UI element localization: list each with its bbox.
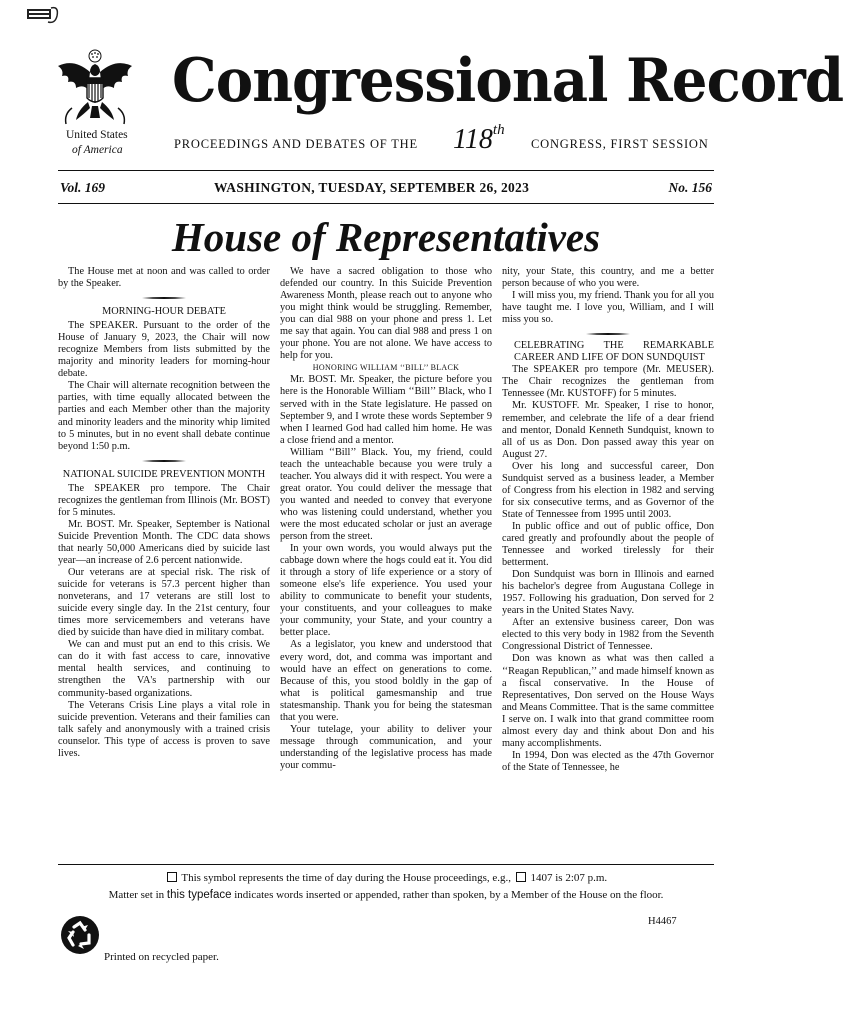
proceedings-label: PROCEEDINGS AND DEBATES OF THE [174,137,418,151]
paragraph: Don was known as what was then called a ‘‘Reagan Republican,’’ and made himself known as a fiscal conservative. In the House of Representatives, Don served on the House Ways and Means Committee. That is the same committee I serve on. I walk into that grand committee room almost every day and think about Don and his many accomplishments. [502,653,714,749]
session-label: CONGRESS, FIRST SESSION [531,137,709,151]
paragraph: Our veterans are at special risk. The risk of suicide for veterans is 57.3 percent higher than nonveterans, and 17 veterans are still lost to suicide every single day. In the 21st century, four times more servicemembers and veterans have died by suicide than have died in military combat. [58,567,270,639]
section-heading: NATIONAL SUICIDE PREVENTION MONTH [62,468,266,480]
paragraph: Mr. KUSTOFF. Mr. Speaker, I rise to honor, remember, and celebrate the life of a dear friend and mentor, Donald Kenneth Sundquist, known to all of us as Don. Don passed away this year on August 27. [502,400,714,460]
recycle-icon [60,915,100,955]
text-column-3 [502,266,714,774]
paragraph: In public office and out of public office, Don cared greatly and profoundly about the people of Tennessee and worked tirelessly for their betterment. [502,520,714,569]
time-symbol-icon [516,872,526,882]
paragraph: I will miss you, my friend. Thank you for all you have taught me. I love you, William, and I will miss you so. [502,290,714,326]
paragraph: The House met at noon and was called to order by the Speaker. [58,266,270,290]
paragraph: As a legislator, you knew and understood that every word, dot, and comma was important and would have an effect on generations to come. Because of this, you stood boldly in the gap of what is political gamesmanship and true statesmanship. Thank you for being the statesman that you were. [280,639,492,723]
eagle-seal-icon [54,48,136,130]
country-label [66,128,146,158]
paragraph: The SPEAKER. Pursuant to the order of the House of January 9, 2023, the Chair will now recognize Members from lists submitted by the majority and minority leaders for morning-hour debate. [58,320,270,380]
paragraph: William ‘‘Bill’’ Black. You, my friend, could teach the unteachable because you were truly a teacher. You always did it with respect. You were a great orator. You could deliver the message that you wanted and needed to convey that everyone who was listening could understand, whether you were the most educated scholar or just an average person from the street. [280,446,492,543]
paragraph: The SPEAKER pro tempore. The Chair recognizes the gentleman from Illinois (Mr. BOST) for 5 minutes. [58,482,270,518]
section-heading: CELEBRATING THE REMARKABLE CAREER AND LIFE OF DON SUNDQUIST [514,340,714,364]
country-line-2: of America [72,144,123,156]
paragraph: Mr. BOST. Mr. Speaker, the picture before you here is the Honorable William ‘‘Bill’’ Black, who I served with in the State legislature. He passed on September 9, and I wrote these words September 9 when I learned God had called him home. He was a close friend and a mentor. [280,374,492,446]
footer-rule [58,864,714,865]
paragraph: We can and must put an end to this crisis. We can do it with fast access to care, innovative mental health services, and continuing to strengthen the VA's partnership with our community-based organizations. [58,639,270,699]
dateline [58,180,714,200]
recycled-paper-note: Printed on recycled paper. [104,951,219,963]
paragraph: Don Sundquist was born in Illinois and earned his bachelor's degree from Augustana College in 1957. Following his graduation, Don served for 2 years in the United States Navy. [502,569,714,617]
page-code: H4467 [648,916,677,927]
section-title: House of Representatives [171,214,601,260]
time-symbol-icon [167,872,177,882]
gpo-logo-icon [26,4,60,26]
paragraph: We have a sacred obligation to those who defended our country. In this Suicide Prevention Awareness Month, please reach out to anyone who you might think would be struggling. Remember, you can dial 988 on your phone and press 1. Let me say that again. You can dial 988 and press 1 on your phone. You are not alone. We have access to help for you. [280,266,492,362]
text-column-2 [280,266,492,772]
section-separator [142,296,186,300]
paragraph: Over his long and successful career, Don Sundquist served as a business leader, a Member of Congress from his election in 1982 and serving for six consecutive terms, and as Governor of the State of Tennessee from 1995 until 2003. [502,460,714,520]
paragraph: The SPEAKER pro tempore (Mr. MEUSER). The Chair recognizes the gentleman from Tennessee (Mr. KUSTOFF) for 5 minutes. [502,364,714,400]
paragraph: In 1994, Don was elected as the 47th Governor of the State of Tennessee, he [502,749,714,773]
issue-date: WASHINGTON, TUESDAY, SEPTEMBER 26, 2023 [214,180,530,195]
rule-top [58,170,714,171]
symbol-footnote: This symbol represents the time of day during the House proceedings, e.g., 1407 is 2:07 p.m. [58,872,714,884]
volume-number: Vol. 169 [60,180,106,195]
paragraph: Mr. BOST. Mr. Speaker, September is National Suicide Prevention Month. The CDC data shows that nearly 50,000 Americans died by suicide last year—an increase of 2.6 percent nationwide. [58,518,270,566]
paragraph: After an extensive business career, Don was elected to this very body in 1982 from the Seventh Congressional District of Tennessee. [502,617,714,653]
paragraph: The Veterans Crisis Line plays a vital role in suicide prevention. Veterans and their families can talk safely and anonymously with a trained crisis counselor. This type of access is proven to save lives. [58,699,270,759]
text-column-1 [58,266,270,760]
paragraph: The Chair will alternate recognition between the parties, with time equally allocated between the parties and each Member other than the majority and minority leaders and the minority whip limited to 5 minutes, but in no event shall debate continue beyond 1:50 p.m. [58,380,270,452]
congress-number: 118th [453,121,505,155]
paragraph: In your own words, you would always put the cabbage down where the hogs could eat it. You did it through a story of life experience or a story of someone else's life experience. You used your ability to communicate to benefit your students, your constituents, and your colleagues to make your community, your State, and your country a better place. [280,543,492,639]
issue-number: No. 156 [668,180,712,195]
rule-bottom [58,203,714,204]
subsection-heading: HONORING WILLIAM ‘‘BILL’’ BLACK [312,363,460,373]
paragraph: Your tutelage, your ability to deliver your message through communication, and your understanding of the legislative process has made your commu- [280,723,492,771]
masthead-title: Congressional Record [172,46,843,116]
section-separator [586,332,630,336]
typeface-footnote: Matter set in this typeface indicates words inserted or appended, rather than spoken, by a Member of the House on the floor. [108,889,664,901]
section-heading: MORNING-HOUR DEBATE [102,306,226,318]
country-line-1: United States [66,129,128,141]
paragraph: nity, your State, this country, and me a better person because of who you were. [502,266,714,290]
section-separator [142,459,186,463]
